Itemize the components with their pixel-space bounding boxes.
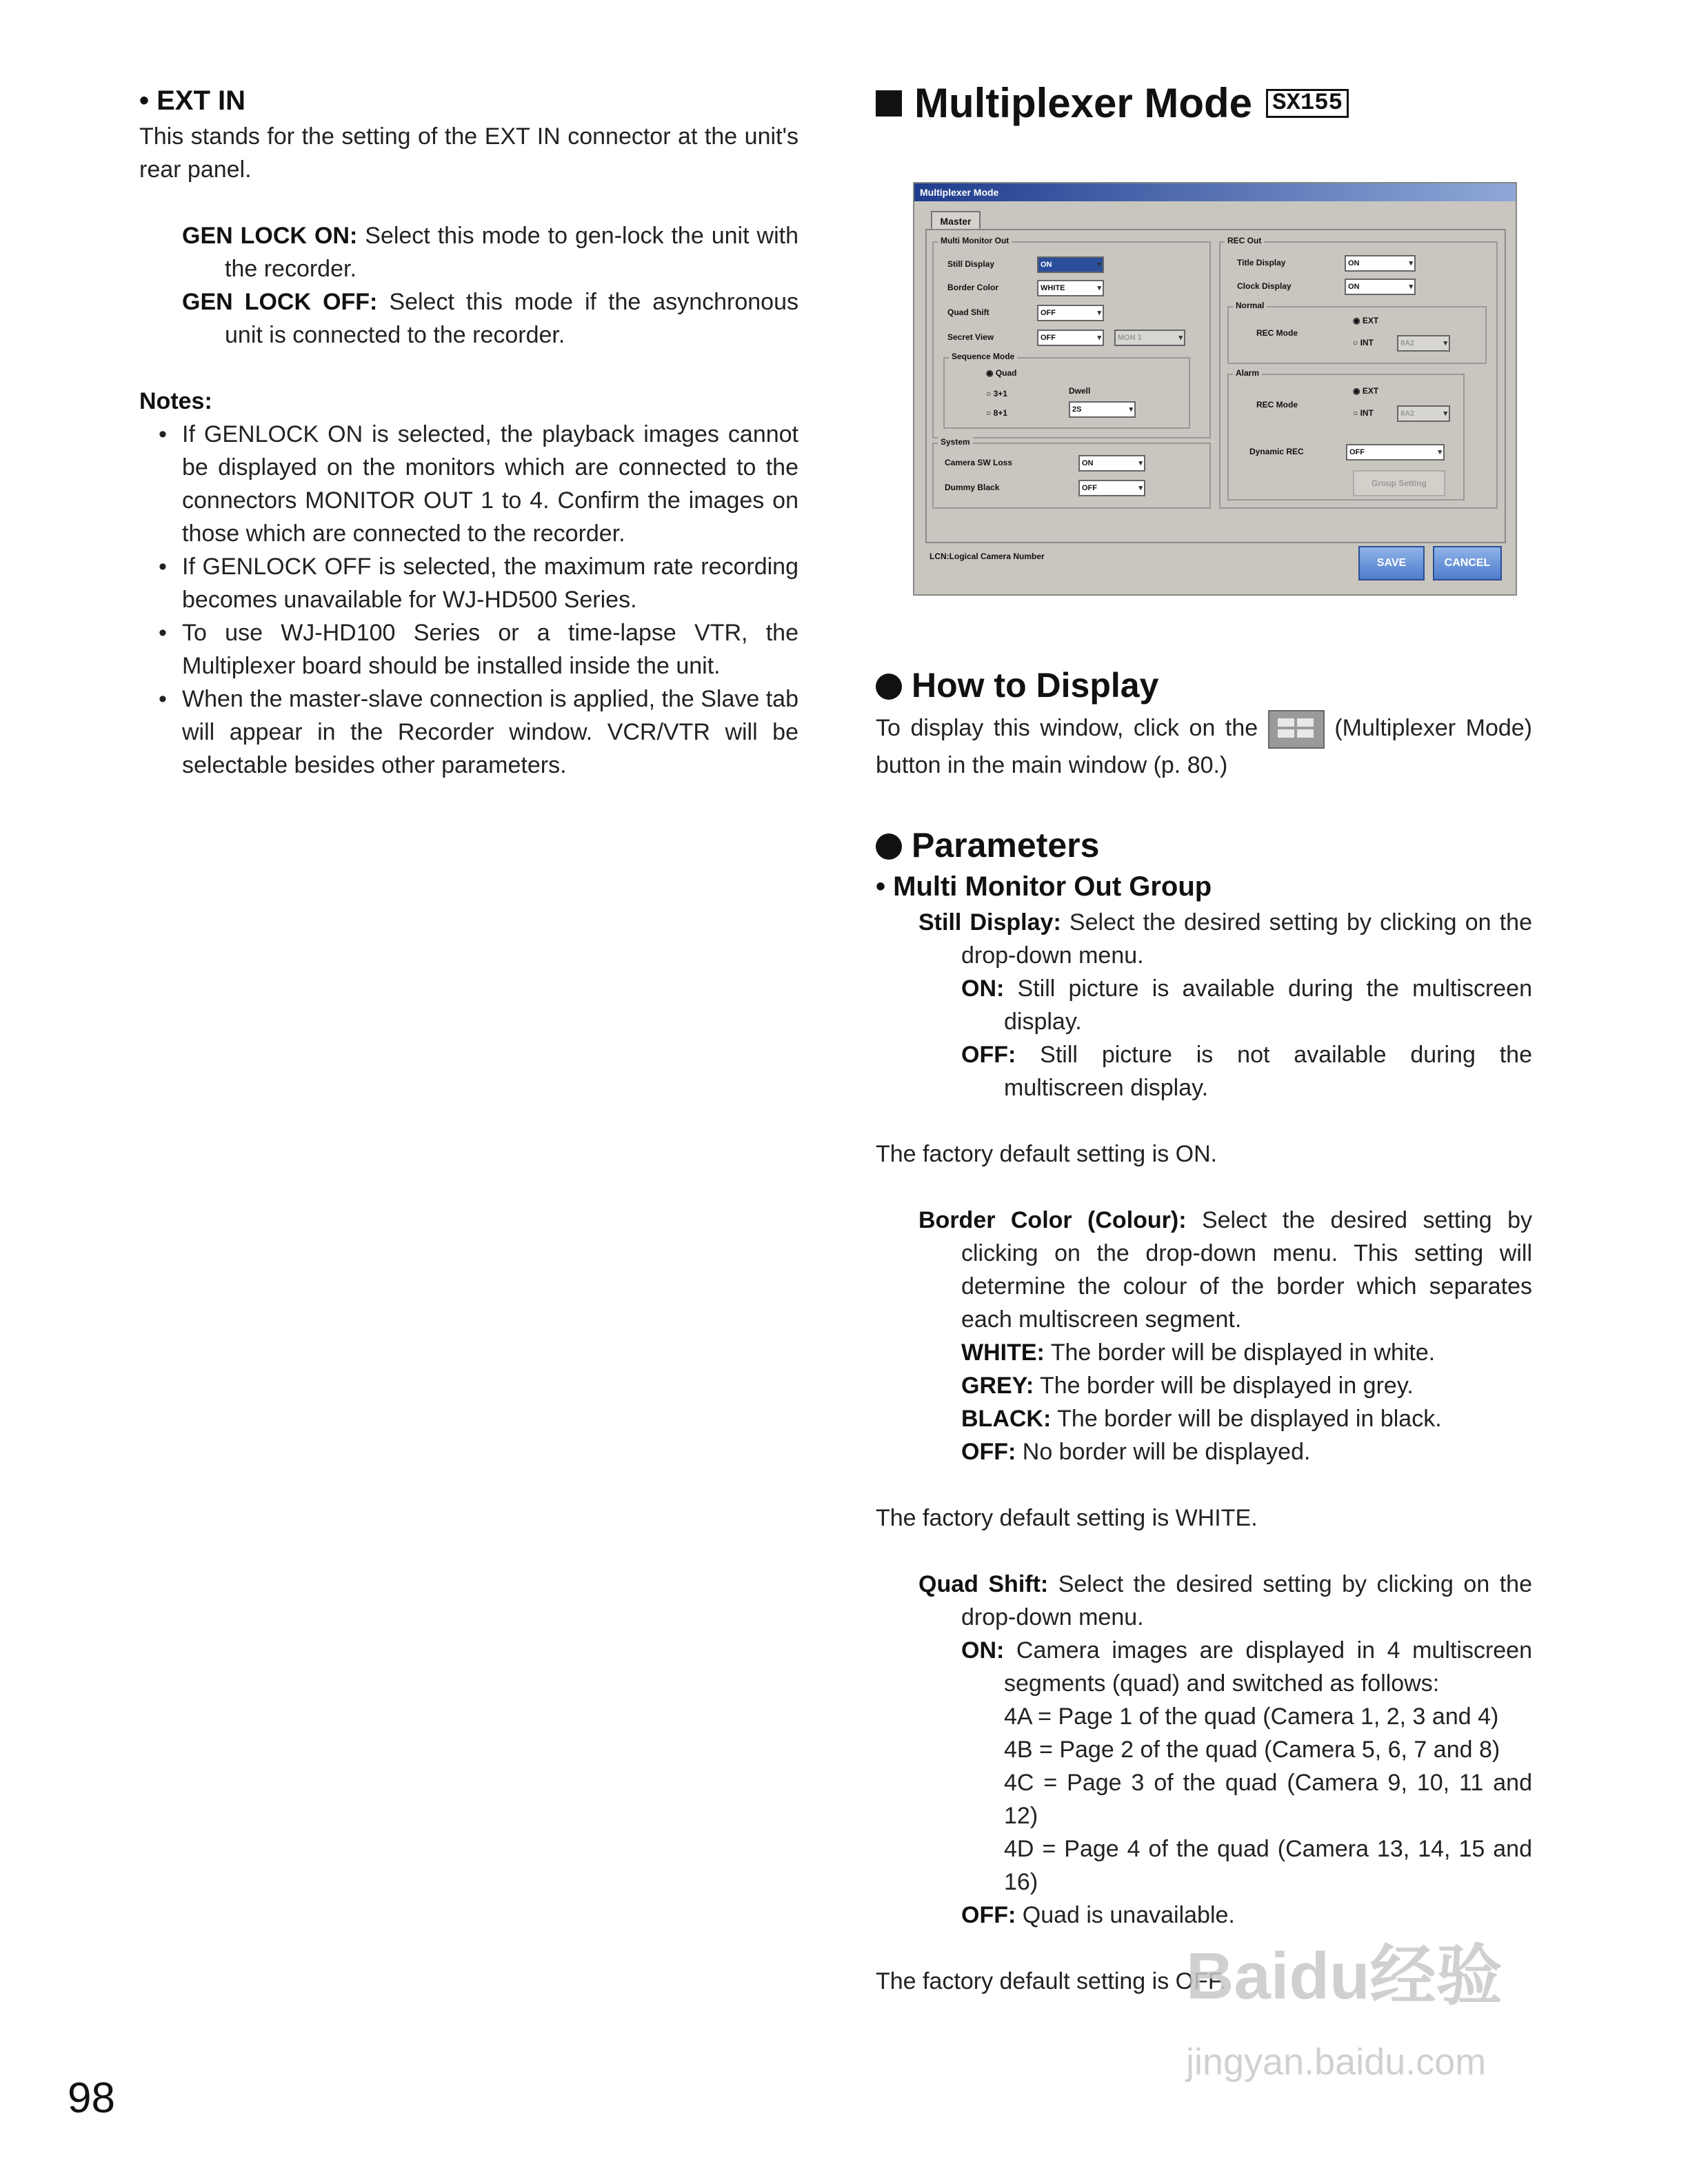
genlock-off-text: Select this mode if the asynchronous unit is connected to the recorder.: [225, 289, 798, 348]
how-to-display-text: [876, 710, 1532, 782]
normal-rec-mode-label: REC Mode: [1256, 328, 1298, 338]
clock-display-select[interactable]: ON ▾: [1345, 279, 1416, 295]
still-on-text: Still picture is available during the multiscreen display.: [1004, 975, 1532, 1035]
quad-on-term: ON:: [961, 1637, 1005, 1664]
alarm-rec-mode-label: REC Mode: [1256, 400, 1298, 410]
quad-page-item: 4B = Page 2 of the quad (Camera 5, 6, 7 and 8): [1004, 1737, 1500, 1763]
alarm-int-radio[interactable]: ○ INT: [1353, 408, 1374, 418]
genlock-off-term: GEN LOCK OFF:: [182, 289, 378, 315]
dialog-titlebar: Multiplexer Mode: [914, 183, 1516, 201]
quad-term: Quad Shift:: [918, 1571, 1049, 1597]
border-color-def: [918, 1204, 1532, 1336]
camera-sw-loss-select[interactable]: ON ▾: [1078, 455, 1145, 472]
circle-bullet-icon: [876, 833, 902, 860]
border-grey-term: GREY:: [961, 1373, 1034, 1399]
how-text-a: To display this window, click on the: [876, 714, 1258, 741]
note-item: • When the master-slave connection is applied, the Slave tab will appear in the Recorder window. VCR/VTR will be selectable besides other parameters.: [139, 682, 798, 782]
right-column: [876, 663, 1532, 1998]
quad-page-item: 4A = Page 1 of the quad (Camera 1, 2, 3 and 4): [1004, 1703, 1499, 1730]
still-display-select[interactable]: ON ▾: [1037, 256, 1104, 273]
still-display-def: [918, 906, 1532, 972]
group-title: Normal: [1233, 301, 1267, 310]
seq-3p1-label: 3+1: [993, 389, 1007, 398]
params-heading-text: Parameters: [912, 826, 1100, 865]
still-off-term: OFF:: [961, 1042, 1016, 1068]
genlock-on-text: Select this mode to gen-lock the unit with the recorder.: [225, 223, 798, 282]
cancel-button[interactable]: CANCEL: [1433, 546, 1502, 580]
quad-default: The factory default setting is OFF.: [876, 1968, 1227, 1994]
dynamic-rec-select[interactable]: OFF ▾: [1346, 444, 1445, 461]
how-text-b: (Multiplexer Mode) button in the main window (p. 80.): [876, 714, 1533, 778]
model-badge: SX155: [1266, 89, 1349, 118]
border-off-text: No border will be displayed.: [1016, 1439, 1311, 1465]
seq-3p1-radio[interactable]: ○ 3+1: [986, 389, 1007, 398]
note-item: • If GENLOCK OFF is selected, the maximum rate recording becomes unavailable for WJ-HD500 Series.: [139, 550, 798, 616]
group-title: Sequence Mode: [949, 352, 1017, 361]
normal-ext-radio[interactable]: ◉ EXT: [1353, 316, 1379, 325]
still-default: The factory default setting is ON.: [876, 1141, 1218, 1167]
dummy-black-label: Dummy Black: [945, 483, 1000, 492]
how-to-display-heading: [876, 663, 1532, 707]
border-white-term: WHITE:: [961, 1339, 1045, 1366]
multi-monitor-out-heading: • Multi Monitor Out Group: [876, 871, 1212, 902]
border-white-def: [961, 1336, 1532, 1369]
dwell-select[interactable]: 2S ▾: [1069, 401, 1136, 418]
square-bullet-icon: [876, 90, 902, 117]
border-grey-def: [961, 1369, 1532, 1402]
quad-page-item: 4D = Page 4 of the quad (Camera 13, 14, 15 and 16): [1004, 1836, 1532, 1895]
dummy-black-select[interactable]: OFF ▾: [1078, 480, 1145, 496]
quad-page-item: 4C = Page 3 of the quad (Camera 9, 10, 11 and 12): [1004, 1770, 1532, 1829]
save-button[interactable]: SAVE: [1358, 546, 1425, 580]
seq-quad-radio[interactable]: ◉ Quad: [986, 368, 1017, 378]
dynamic-rec-label: Dynamic REC: [1249, 447, 1304, 456]
border-off-def: [961, 1435, 1532, 1468]
left-column: [139, 81, 798, 782]
still-term: Still Display:: [918, 909, 1061, 936]
section-title: [876, 77, 1538, 130]
seq-8p1-radio[interactable]: ○ 8+1: [986, 408, 1007, 418]
border-black-text: The border will be displayed in black.: [1051, 1406, 1442, 1432]
multiplexer-mode-dialog: [913, 182, 1517, 596]
multiplexer-mode-button-icon: [1268, 710, 1325, 749]
still-display-label: Still Display: [947, 259, 995, 269]
int-label: INT: [1360, 408, 1374, 418]
multi-monitor-out-group: [932, 236, 1211, 438]
quad-on-def: [961, 1634, 1532, 1700]
group-title: System: [938, 437, 973, 447]
camera-sw-loss-label: Camera SW Loss: [945, 458, 1013, 467]
still-on-term: ON:: [961, 975, 1005, 1002]
alarm-ext-radio[interactable]: ◉ EXT: [1353, 386, 1379, 396]
alarm-int-select[interactable]: 8A2 ▾: [1397, 405, 1450, 422]
section-title-text: Multiplexer Mode: [914, 80, 1253, 126]
sequence-mode-group: [943, 352, 1190, 429]
lcn-label: LCN:Logical Camera Number: [930, 552, 1045, 561]
dwell-label: Dwell: [1069, 386, 1091, 396]
alarm-group: [1227, 368, 1465, 501]
border-white-text: The border will be displayed in white.: [1044, 1339, 1436, 1366]
quad-shift-select[interactable]: OFF ▾: [1037, 305, 1104, 321]
notes-heading: Notes:: [139, 388, 212, 414]
watermark-logo: Baidu经验: [1186, 1939, 1503, 2013]
still-text: Select the desired setting by clicking on the drop-down menu.: [961, 909, 1532, 969]
section-title-block: [876, 77, 1538, 130]
genlock-on-term: GEN LOCK ON:: [182, 223, 358, 249]
ext-in-heading: • EXT IN: [139, 85, 246, 116]
border-text: Select the desired setting by clicking on the drop-down menu. This setting will determine the colour of the border which separates each multiscreen segment.: [961, 1207, 1532, 1333]
quad-off-term: OFF:: [961, 1902, 1016, 1928]
seq-8p1-label: 8+1: [993, 408, 1007, 418]
quad-text: Select the desired setting by clicking on the drop-down menu.: [961, 1571, 1532, 1630]
secret-view-label: Secret View: [947, 332, 994, 342]
border-grey-text: The border will be displayed in grey.: [1034, 1373, 1414, 1399]
ext-label: EXT: [1362, 386, 1379, 396]
border-color-select[interactable]: WHITE ▾: [1037, 280, 1104, 296]
secret-view-select[interactable]: OFF ▾: [1037, 330, 1104, 346]
watermark-url: jingyan.baidu.com: [1186, 2041, 1487, 2083]
circle-bullet-icon: [876, 674, 902, 700]
genlock-off-def: [182, 285, 798, 352]
notes-list: [139, 418, 798, 782]
tab-master[interactable]: Master: [931, 211, 981, 230]
genlock-on-def: [182, 219, 798, 285]
page-number: 98: [68, 2074, 115, 2122]
border-color-label: Border Color: [947, 283, 999, 292]
normal-int-select[interactable]: 8A2 ▾: [1397, 335, 1450, 352]
clock-display-label: Clock Display: [1237, 281, 1292, 291]
ext-label: EXT: [1362, 316, 1379, 325]
group-title: Alarm: [1233, 368, 1262, 378]
normal-int-radio[interactable]: ○ INT: [1353, 338, 1374, 347]
border-default: The factory default setting is WHITE.: [876, 1505, 1258, 1531]
seq-quad-label: Quad: [995, 368, 1017, 378]
parameters-heading: [876, 823, 1532, 867]
border-off-term: OFF:: [961, 1439, 1016, 1465]
group-title: Multi Monitor Out: [938, 236, 1012, 245]
normal-group: [1227, 301, 1487, 364]
int-label: INT: [1360, 338, 1374, 347]
quad-off-text: Quad is unavailable.: [1016, 1902, 1235, 1928]
group-title: REC Out: [1225, 236, 1264, 245]
group-setting-button[interactable]: Group Setting: [1353, 470, 1445, 496]
how-heading-text: How to Display: [912, 666, 1159, 705]
quad-shift-label: Quad Shift: [947, 307, 989, 317]
border-term: Border Color (Colour):: [918, 1207, 1187, 1233]
quad-on-text: Camera images are displayed in 4 multiscreen segments (quad) and switched as follows:: [1004, 1637, 1532, 1697]
still-on-def: [961, 972, 1532, 1038]
title-display-label: Title Display: [1237, 258, 1286, 267]
system-group: [932, 437, 1211, 509]
secret-view-monitor-select[interactable]: MON 1 ▾: [1114, 330, 1185, 346]
still-off-def: [961, 1038, 1532, 1104]
rec-out-group: [1219, 236, 1498, 509]
dialog-pane: [925, 229, 1506, 543]
still-off-text: Still picture is not available during the multiscreen display.: [1004, 1042, 1532, 1101]
border-black-def: [961, 1402, 1532, 1435]
title-display-select[interactable]: ON ▾: [1345, 255, 1416, 272]
note-item: • To use WJ-HD100 Series or a time-lapse VTR, the Multiplexer board should be installed inside the unit.: [139, 616, 798, 682]
border-black-term: BLACK:: [961, 1406, 1052, 1432]
quad-shift-def: [918, 1568, 1532, 1634]
note-item: • If GENLOCK ON is selected, the playback images cannot be displayed on the monitors which are connected to the connectors MONITOR OUT 1 to 4. Confirm the images on those which are connected to the recorder.: [139, 418, 798, 550]
ext-in-text: This stands for the setting of the EXT IN connector at the unit's rear panel.: [139, 123, 798, 183]
